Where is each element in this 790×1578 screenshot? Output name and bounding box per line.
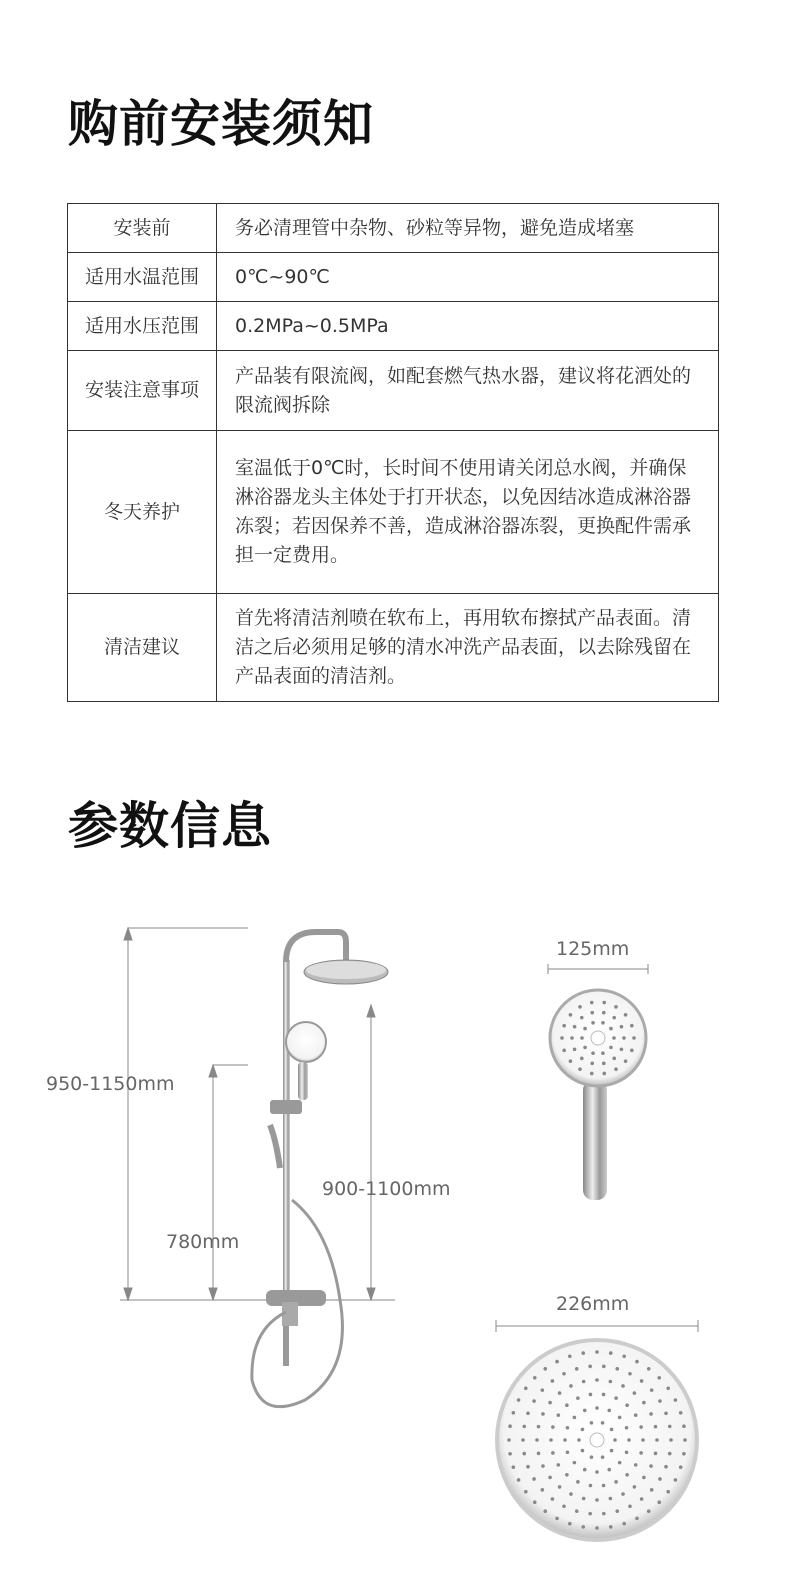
spray-hole	[657, 1500, 661, 1504]
spray-hole	[655, 1438, 659, 1442]
spray-hole	[612, 1036, 616, 1040]
spray-hole	[620, 1047, 624, 1051]
spray-hole	[635, 1360, 639, 1364]
spray-hole	[625, 1426, 629, 1430]
spray-hole	[577, 1438, 581, 1442]
spray-hole	[543, 1509, 547, 1513]
spray-hole	[666, 1386, 670, 1390]
spray-hole	[548, 1401, 552, 1405]
spray-hole	[615, 1509, 619, 1513]
spray-hole	[602, 1512, 606, 1516]
section-title-params: 参数信息	[68, 797, 272, 855]
install-notes-table	[67, 203, 719, 702]
spray-hole	[633, 1485, 637, 1489]
spray-hole	[555, 1360, 559, 1364]
spray-hole	[650, 1388, 654, 1392]
spray-hole	[620, 1025, 624, 1029]
spray-hole	[590, 1011, 594, 1015]
spray-hole	[601, 1051, 605, 1055]
row-label: 冬天养护	[68, 431, 217, 594]
spray-hole	[602, 1365, 606, 1369]
spray-hole	[588, 1512, 592, 1516]
spray-hole	[537, 1425, 541, 1429]
spray-hole	[679, 1411, 683, 1415]
spray-hole	[632, 1036, 636, 1040]
spray-hole	[602, 1072, 606, 1076]
diagram-drawing	[0, 900, 790, 1578]
adjust-height-label: 900-1100mm	[322, 1178, 451, 1200]
spray-hole	[581, 1449, 585, 1453]
spray-hole	[602, 1484, 606, 1488]
table-row	[68, 253, 719, 302]
spray-hole	[570, 1036, 574, 1040]
spray-hole	[589, 1393, 593, 1397]
row-label: 适用水压范围	[68, 302, 217, 351]
spray-hole	[610, 1428, 614, 1432]
spray-hole	[563, 1438, 567, 1442]
spray-hole	[590, 1062, 594, 1066]
spray-hole	[609, 1380, 613, 1384]
row-value: 首先将清洁剂喷在软布上，再用软布擦拭产品表面。清洁之后必须用足够的清水冲洗产品表面，以去除残留在产品表面的清洁剂。	[217, 594, 719, 702]
spray-hole	[532, 1477, 536, 1481]
spray-hole	[562, 1504, 566, 1508]
spray-hole	[522, 1425, 526, 1429]
spray-hole	[640, 1497, 644, 1501]
spray-hole	[640, 1379, 644, 1383]
spray-hole	[654, 1425, 658, 1429]
spray-hole	[543, 1367, 547, 1371]
spray-hole	[609, 1027, 613, 1031]
spray-hole	[668, 1452, 672, 1456]
spray-hole	[630, 1024, 634, 1028]
spray-hole	[607, 1468, 611, 1472]
spray-hole	[642, 1476, 646, 1480]
spray-hole	[569, 1059, 573, 1063]
spray-hole	[618, 1461, 622, 1465]
spray-hole	[657, 1376, 661, 1380]
spray-hole	[575, 1367, 579, 1371]
spray-hole	[609, 1497, 613, 1501]
spray-hole	[641, 1438, 645, 1442]
spray-hole	[682, 1424, 686, 1428]
section-title-install: 购前安装须知	[68, 95, 374, 153]
spray-hole	[551, 1497, 555, 1501]
spray-hole	[628, 1504, 632, 1508]
spray-hole	[642, 1401, 646, 1405]
spray-hole	[595, 1470, 599, 1474]
spray-hole	[614, 1067, 618, 1071]
spray-hole	[630, 1049, 634, 1053]
spray-hole	[610, 1449, 614, 1453]
spray-hole	[582, 1497, 586, 1501]
spray-hole	[647, 1367, 651, 1371]
spray-hole	[557, 1463, 561, 1467]
spray-hole	[581, 1428, 585, 1432]
spray-hole	[555, 1517, 559, 1521]
spray-hole	[580, 1057, 584, 1061]
spray-hole	[508, 1424, 512, 1428]
spray-hole	[649, 1412, 653, 1416]
spray-hole	[517, 1478, 521, 1482]
spray-hole	[551, 1425, 555, 1429]
spray-hole	[578, 1067, 582, 1071]
spray-hole	[674, 1398, 678, 1402]
spray-hole	[622, 1036, 626, 1040]
spray-hole	[649, 1464, 653, 1468]
spray-hole	[589, 1484, 593, 1488]
spray-hole	[595, 1350, 599, 1354]
spray-hole	[601, 1021, 605, 1025]
top-shower-illustration	[497, 1340, 697, 1540]
spray-hole	[609, 1525, 613, 1529]
spray-hole	[612, 1057, 616, 1061]
spray-hole	[580, 1016, 584, 1020]
spray-hole	[590, 1001, 594, 1005]
spray-hole	[614, 1480, 618, 1484]
spray-hole	[533, 1500, 537, 1504]
spray-hole	[562, 1049, 566, 1053]
spray-hole	[635, 1517, 639, 1521]
spray-hole	[664, 1411, 668, 1415]
spray-hole	[634, 1463, 638, 1467]
spray-hole	[595, 1406, 599, 1410]
spray-hole	[548, 1476, 552, 1480]
spray-hole	[647, 1509, 651, 1513]
spray-hole	[602, 1001, 606, 1005]
spray-hole	[639, 1451, 643, 1455]
spray-hole	[621, 1492, 625, 1496]
spray-hole	[590, 1072, 594, 1076]
spray-hole	[551, 1379, 555, 1383]
spray-hole	[580, 1036, 584, 1040]
spray-hole	[609, 1046, 613, 1050]
spray-hole	[541, 1388, 545, 1392]
spray-hole	[618, 1416, 622, 1420]
spray-hole	[633, 1391, 637, 1395]
spray-hole	[541, 1412, 545, 1416]
spray-hole	[622, 1355, 626, 1359]
spray-hole	[508, 1452, 512, 1456]
spray-hole	[602, 1062, 606, 1066]
row-value: 0.2MPa~0.5MPa	[217, 302, 719, 351]
spray-hole	[628, 1372, 632, 1376]
shower-set-illustration	[252, 932, 388, 1407]
spray-hole	[613, 1438, 617, 1442]
spray-hole	[602, 1393, 606, 1397]
spray-hole	[557, 1413, 561, 1417]
spray-hole	[558, 1391, 562, 1395]
spray-hole	[524, 1386, 528, 1390]
spray-hole	[679, 1465, 683, 1469]
table-row	[68, 302, 719, 351]
spray-hole	[541, 1488, 545, 1492]
spray-hole	[612, 1016, 616, 1020]
spray-hole	[507, 1438, 511, 1442]
spray-hole	[650, 1488, 654, 1492]
spray-hole	[658, 1477, 662, 1481]
spray-hole	[565, 1403, 569, 1407]
spray-hole	[624, 1013, 628, 1017]
spray-hole	[591, 1021, 595, 1025]
spray-hole	[575, 1509, 579, 1513]
spray-hole	[576, 1480, 580, 1484]
spray-hole	[566, 1426, 570, 1430]
spray-hole	[573, 1047, 577, 1051]
spray-hole	[566, 1450, 570, 1454]
spray-hole	[526, 1411, 530, 1415]
hand-shower-illustration	[550, 990, 646, 1200]
spray-hole	[562, 1024, 566, 1028]
spray-hole	[590, 1421, 594, 1425]
spray-hole	[560, 1036, 564, 1040]
spray-hole	[535, 1438, 539, 1442]
spray-hole	[581, 1525, 585, 1529]
spray-hole	[512, 1411, 516, 1415]
spray-hole	[565, 1473, 569, 1477]
row-label: 安装注意事项	[68, 351, 217, 431]
hand-shower-width-label: 125mm	[556, 938, 630, 960]
table-row	[68, 594, 719, 702]
spray-hole	[625, 1473, 629, 1477]
spray-hole	[669, 1438, 673, 1442]
spray-hole	[568, 1522, 572, 1526]
spray-hole	[591, 1051, 595, 1055]
spray-hole	[601, 1455, 605, 1459]
spray-hole	[666, 1490, 670, 1494]
spray-hole	[595, 1498, 599, 1502]
table-row	[68, 351, 719, 431]
total-height-label: 950-1150mm	[46, 1073, 175, 1095]
spray-hole	[607, 1409, 611, 1413]
spray-hole	[558, 1485, 562, 1489]
spray-hole	[621, 1384, 625, 1388]
row-label: 清洁建议	[68, 594, 217, 702]
table-row	[68, 204, 719, 253]
spray-hole	[521, 1438, 525, 1442]
spray-hole	[614, 1005, 618, 1009]
spray-hole	[668, 1425, 672, 1429]
spray-hole	[573, 1416, 577, 1420]
spray-hole	[578, 1005, 582, 1009]
row-label: 安装前	[68, 204, 217, 253]
spray-hole	[517, 1398, 521, 1402]
row-value: 产品装有限流阀，如配套燃气热水器，建议将花洒处的限流阀拆除	[217, 351, 719, 431]
row-label: 适用水温范围	[68, 253, 217, 302]
spray-hole	[654, 1452, 658, 1456]
spray-hole	[614, 1396, 618, 1400]
spray-hole	[622, 1522, 626, 1526]
spray-hole	[595, 1526, 599, 1530]
spray-hole	[551, 1451, 555, 1455]
spray-hole	[573, 1025, 577, 1029]
spray-hole	[615, 1367, 619, 1371]
spray-hole	[582, 1380, 586, 1384]
spray-hole	[569, 1492, 573, 1496]
spray-hole	[639, 1425, 643, 1429]
spray-hole	[533, 1376, 537, 1380]
spray-hole	[625, 1450, 629, 1454]
row-value: 务必清理管中杂物、砂粒等异物，避免造成堵塞	[217, 204, 719, 253]
spray-hole	[588, 1365, 592, 1369]
spray-hole	[526, 1465, 530, 1469]
spray-hole	[634, 1413, 638, 1417]
spray-hole	[683, 1438, 687, 1442]
spray-hole	[583, 1468, 587, 1472]
spray-hole	[576, 1396, 580, 1400]
spray-hole	[541, 1464, 545, 1468]
spray-hole	[524, 1490, 528, 1494]
spray-hole	[512, 1465, 516, 1469]
spray-hole	[573, 1461, 577, 1465]
spray-hole	[601, 1421, 605, 1425]
spray-hole	[595, 1378, 599, 1382]
spray-hole	[602, 1011, 606, 1015]
top-shower-width-label: 226mm	[556, 1293, 630, 1315]
spray-hole	[682, 1452, 686, 1456]
table-row	[68, 431, 719, 594]
spray-hole	[549, 1438, 553, 1442]
spray-hole	[568, 1355, 572, 1359]
spray-hole	[583, 1409, 587, 1413]
spray-hole	[532, 1399, 536, 1403]
spray-hole	[537, 1452, 541, 1456]
spray-hole	[583, 1046, 587, 1050]
handle-height-label: 780mm	[166, 1231, 240, 1253]
row-value: 室温低于0℃时，长时间不使用请关闭总水阀，并确保淋浴器龙头主体处于打开状态，以免因结冰造成淋浴器冻裂；若因保养不善，造成淋浴器冻裂，更换配件需承担一定费用。	[217, 431, 719, 594]
spray-hole	[658, 1399, 662, 1403]
spray-hole	[522, 1452, 526, 1456]
spray-hole	[624, 1059, 628, 1063]
spray-hole	[664, 1465, 668, 1469]
spray-hole	[674, 1478, 678, 1482]
spray-hole	[569, 1384, 573, 1388]
product-dimension-diagram	[0, 900, 790, 1578]
spray-hole	[609, 1351, 613, 1355]
spray-hole	[569, 1013, 573, 1017]
row-value: 0℃~90℃	[217, 253, 719, 302]
spray-hole	[562, 1372, 566, 1376]
spray-hole	[581, 1351, 585, 1355]
spray-hole	[625, 1403, 629, 1407]
spray-hole	[627, 1438, 631, 1442]
spray-hole	[590, 1455, 594, 1459]
spray-hole	[583, 1027, 587, 1031]
dimension-lines	[120, 928, 698, 1332]
